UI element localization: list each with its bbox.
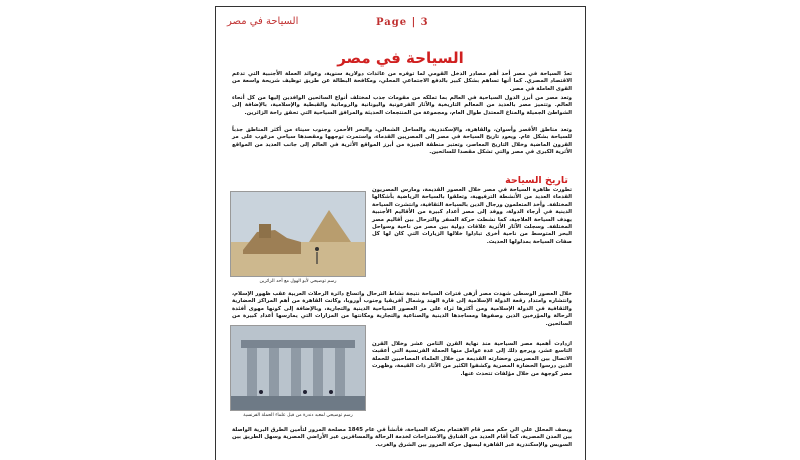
temple-illustration (230, 325, 366, 411)
medieval-paragraph: خلال العصور الوسطى شهدت مصر أزهى فترات السياحة نتيجة نشاط الترحال واتساع دائرة الرحلات العربية عقب ظهور الإسلام، وانتشاره وامتداد رقعة الدولة الإسلامية إلى قارة الهند وشمال أفريقيا وجنوب أوروبا، وكانت القاهرة من أهم المراكز الحضارية والثقافية في الدولة الإسلامية ومن أكثرها ثراء على مر العصور السياحية الدينية والتجارية، وبالإضافة إلى كونها مهوى أفئدة الرحالة والمؤرخين الذين وصفوها ومساجدها الدينية والصناعية والتجارية ومكانتها من المزارات التي يمارسها أعداد كبيرة من السائحين. (232, 291, 572, 327)
section-heading: تاريخ السياحة (505, 175, 568, 186)
history-paragraph: تطورت ظاهرة السياحة في مصر خلال العصور القديمة، ومارس المصريون القدماء العديد من الأنشطة الترفيهية، وتعلقوا بالسياحة الرياضية بأشكالها المختلفة. وأخذ المتعلمون ورجال الدين بالسياحة الثقافية، وانتشرت السياحة الدينية في أرجاء الدولة، ووفد إلى مصر أعداد كبيرة من الأقاليم الأجنبية يهدف السياحة العلاجية، كما نشطت حركة السفر والترحال بين أقاليم مصر المختلفة. وسجلت الآثار الأثرية علاقات دولية بين مصر من ناحية وسواحل البحر المتوسط من ناحية أخرى تبادلوا خلالها الزيارات التي كان لها كل صفات السياحة بمدلولها الحديث. (372, 187, 572, 245)
modern-era-paragraph: ازدادت أهمية مصر السياحية منذ نهاية القرن الثامن عشر وخلال القرن التاسع عشر، ويرجع ذلك إلى عدة عوامل منها الحملة الفرنسية التي أعقبت الاتصال بين المصريين وحضارته القديمة من خلال العلماء المصاحبين للحملة الذين درسوا الحضارة المصرية وكشفوا الكثير من الآثار ذات القيمة، وظهرت مصر كوجهة من خلال مؤلفات تتحدث عنها. (372, 341, 572, 377)
page-number: Page | 3 (376, 17, 429, 28)
running-header: السياحة في مصر (227, 16, 299, 27)
closing-paragraph: ويصف المحلل علي الي حكم مصر قام الاهتمام بحركة السياحة، فأنشأ في عام 1845 مصلحة المرور لتأمين الطرق البرية الواصلة بين المدن المصرية، كما أقام العديد من الفنادق والاستراحات لخدمة الرحالة والمسافرين عبر الأراضي المصرية وسهل الطريق بين السويس والإسكندرية عبر القاهرة ليسهل حركة المرور بين الشرق والغرب. (232, 427, 572, 448)
document-page (215, 6, 586, 460)
intro-paragraph-1: تعدّ السياحة في مصر أحد أهم مصادر الدخل القومي لما توفره من عائدات دولارية سنوية، وعوائد العملة الأجنبية التي تدعم الاقتصاد المصري. كما أنها تساهم بشكل كبير بالدفع الاجتماعي المحلي، ومكافحة البطالة عن طريق توظيف شريحة واسعة من القوى العاملة في مصر. (232, 71, 572, 92)
intro-paragraph-2: وتعد مصر من أبرز الدول السياحية في العالم بما تملكه من مقومات جذب لمختلف أنواع السائحين الوافدين إليها من كل أنحاء العالم. وتتميز مصر بالعديد من المعالم التاريخية والآثار الفرعونية واليونانية والرومانية والقبطية والإسلامية، بالإضافة إلى الشواطئ الجميلة والمناخ المعتدل طوال العام، ومجموعة من المنتجعات الحديثة والمرافق السياحية التي تحقق راحة الزائرين. (232, 95, 572, 116)
figure-caption-2: رسم توضيحي لمعبد دندرة من قبل علماء الحملة الفرنسية (243, 413, 353, 418)
sphinx-illustration (230, 191, 366, 277)
figure-caption-1: رسم توضيحي لأبو الهول مع أحد الزائرين (259, 279, 337, 284)
intro-paragraph-3: وتعد مناطق الأقصر وأسوان، والقاهرة، والإسكندرية، والساحل الشمالي، والبحر الأحمر، وجنوب سيناء من أكثر المناطق جذباً للسياحة بشكل عام. ويعود تاريخ السياحة في مصر إلى المصريين القدماء، واستمرت توجهها ومقصدها سياحي مرغوب على مر القرون الماضية وخلال التاريخ المعاصر، وتعتبر منطقة الجيزة من أبرز المواقع الأثرية في العالم إلى جانب العديد من المواقع الأثرية الكبرى في مصر والتي تشكل مقصدا للسائحين. (232, 127, 572, 156)
page-title: السياحة في مصر (337, 49, 464, 67)
